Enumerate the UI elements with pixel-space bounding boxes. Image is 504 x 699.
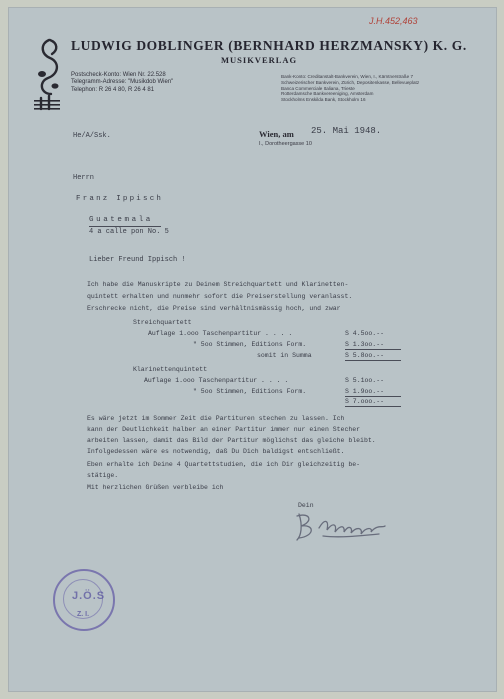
- paragraph-line: quintett erhalten und nunmehr sofort die Preiserstellung veranlasst.: [87, 293, 353, 300]
- sum-underline: [345, 396, 401, 397]
- total-value: S 7.ooo.--: [345, 398, 385, 405]
- total-underline: [345, 406, 401, 407]
- paragraph-line: arbeiten lassen, damit das Bild der Partitur möglichst das gleiche bleibt.: [87, 437, 376, 444]
- paragraph-line: Eben erhalte ich Deine 4 Quartettstudien, die ich Dir gleichzeitig be-: [87, 461, 361, 468]
- paragraph-line: Es wäre jetzt im Sommer Zeit die Partituren stechen zu lassen. Ich: [87, 415, 345, 422]
- publisher-logo-icon: [32, 36, 68, 112]
- stamp-top-text: J.Ö.S: [72, 590, 106, 602]
- place-label: Wien, am: [259, 129, 294, 139]
- recipient-name: Franz Ippisch: [76, 195, 164, 203]
- price-line-value: S 4.5oo.--: [345, 330, 385, 337]
- section-heading-clarinet-quintet: Klarinettenquintett: [133, 366, 208, 373]
- contact-line: Postscheck-Konto: Wien Nr. 22.528: [71, 72, 166, 78]
- price-line-value: S 1.3oo.--: [345, 341, 385, 348]
- bank-line: Schweizerischer Bankverein, Zürich, Depositenkasse, Bellevueplatz: [281, 79, 420, 85]
- paragraph-line: stätige.: [87, 472, 119, 479]
- reference-code: He/A/Ssk.: [73, 132, 111, 140]
- letterhead-bank-accounts: [281, 74, 419, 103]
- publisher-address: I., Dorotheergasse 10: [259, 141, 312, 147]
- city-underline: [89, 226, 161, 227]
- closing-line: Mit herzlichen Grüßen verbleibe ich: [87, 484, 224, 491]
- price-line-value: S 1.9oo.--: [345, 388, 385, 395]
- bank-line: Bank-Konto: Creditanstalt-Bankverein, Wien, I., Kärntnerstraße 7: [281, 74, 414, 79]
- signature-icon: [289, 506, 399, 546]
- paragraph-line: Erschrecke nicht, die Preise sind verhältnismässig hoch, und zwar: [87, 305, 341, 312]
- total-label: somit in Summa: [257, 352, 312, 359]
- signoff: Dein: [298, 502, 314, 509]
- price-line-label: " 5oo Stimmen, Editions Form.: [193, 388, 307, 395]
- archive-reference: J.H.452,463: [369, 16, 418, 26]
- paragraph-line: Infolgedessen wäre es notwendig, daß Du Dich baldigst entschließt.: [87, 448, 345, 455]
- price-line-value: S 5.1oo.--: [345, 377, 385, 384]
- letterhead-subtitle: MUSIKVERLAG: [221, 55, 298, 65]
- letter-date: 25. Mai 1948.: [311, 126, 382, 136]
- price-line-label: Auflage 1.ooo Taschenpartitur . . . .: [148, 330, 293, 337]
- total-underline: [345, 360, 401, 361]
- recipient-city: Guatemala: [89, 216, 153, 224]
- recipient-salutation: Herrn: [73, 174, 95, 182]
- greeting: Lieber Freund Ippisch !: [89, 256, 186, 264]
- bank-line: Rotterdamsche Bankvereeniging, Amsterdam: [281, 91, 374, 97]
- stamp-bottom-text: Z. I.: [77, 611, 90, 618]
- letter-sheet: [9, 8, 496, 691]
- recipient-street: 4 a calle pon No. 5: [89, 228, 169, 236]
- paragraph-line: Ich habe die Manuskripte zu Deinem Streichquartett und Klarinetten-: [87, 281, 349, 288]
- total-value: S 5.8oo.--: [345, 352, 385, 359]
- paragraph-line: kann der Deutlichkeit halber an einer Partitur immer nur einen Stecher: [87, 426, 361, 433]
- contact-line: Telephon: R 26 4 80, R 26 4 81: [71, 86, 155, 93]
- sum-underline: [345, 349, 401, 350]
- letterhead-title: LUDWIG DOBLINGER (BERNHARD HERZMANSKY) K. G.: [71, 38, 467, 53]
- bank-line: Stockholms Enskilda Bank, Stockholm 16: [281, 97, 366, 103]
- letterhead-contact: [71, 72, 173, 94]
- price-line-label: Auflage 1.ooo Taschenpartitur . . . .: [144, 377, 289, 384]
- section-heading-string-quartet: Streichquartett: [133, 319, 192, 326]
- price-line-label: " 5oo Stimmen, Editions Form.: [193, 341, 307, 348]
- bank-line: Banca Commerciale Italiana, Trieste: [281, 85, 355, 91]
- contact-line: Telegramm-Adresse: "Musikdob Wien": [71, 79, 174, 86]
